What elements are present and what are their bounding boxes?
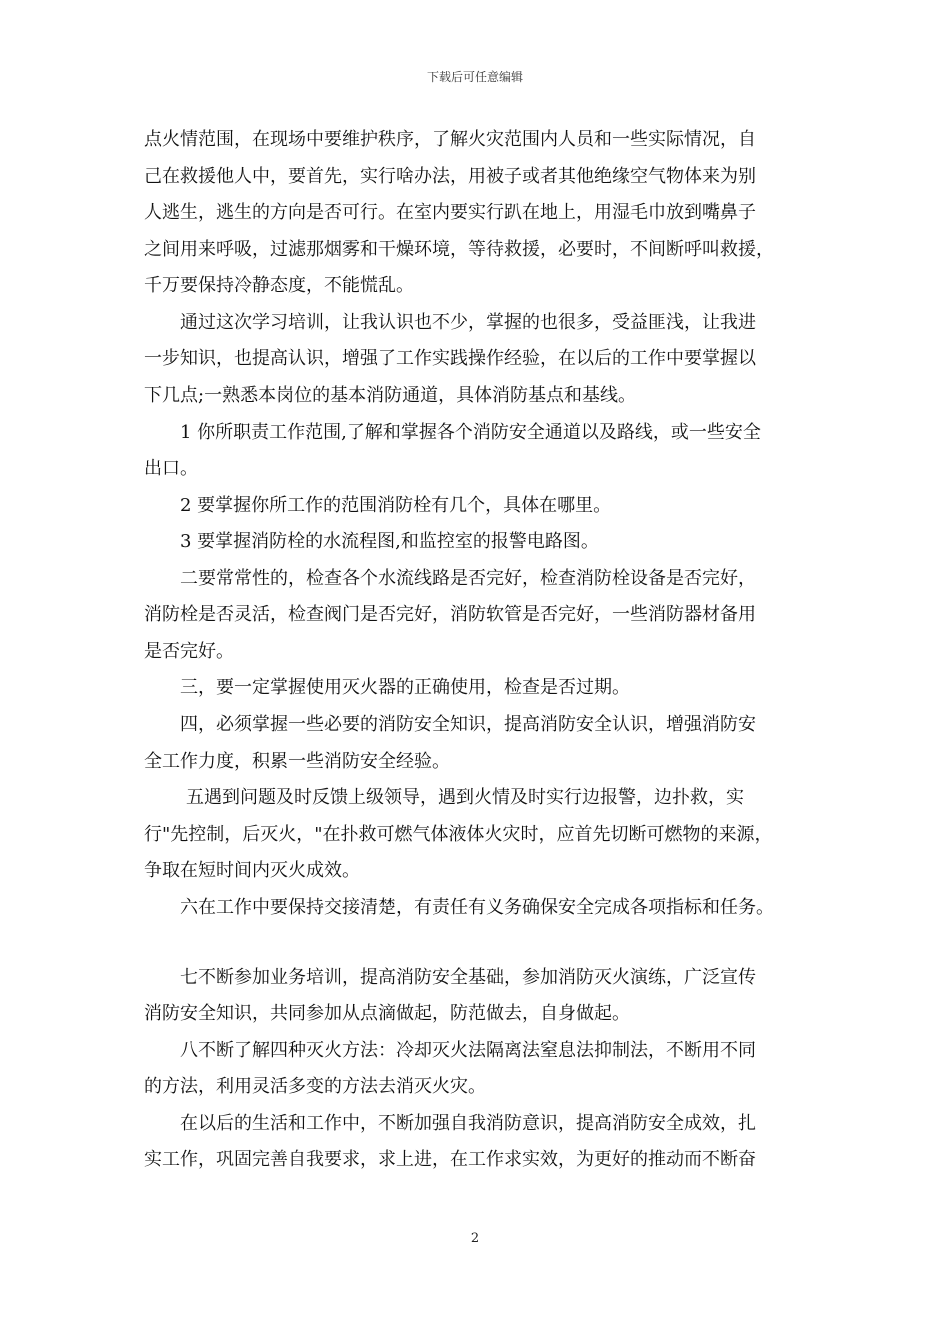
text-line: 下几点;一熟悉本岗位的基本消防通道，具体消防基点和基线。	[144, 385, 637, 406]
text-line: 行"先控制，后灭火，"在扑救可燃气体液体火灾时，应首先切断可燃物的来源，	[144, 824, 773, 845]
text-line: 二要常常性的，检查各个水流线路是否完好，检查消防栓设备是否完好，	[180, 568, 756, 589]
text-line: 五遇到问题及时反馈上级领导，遇到火情及时实行边报警，边扑救，实	[186, 787, 744, 808]
text-line: 争取在短时间内灭火成效。	[144, 860, 360, 881]
text-line: 四，必须掌握一些必要的消防安全知识，提高消防安全认识，增强消防安	[180, 714, 756, 735]
text-line: 实工作，巩固完善自我要求，求上进，在工作求实效，为更好的推动而不断奋	[144, 1149, 756, 1170]
text-line: 七不断参加业务培训，提高消防安全基础，参加消防灭火演练，广泛宣传	[180, 967, 756, 988]
text-line: 是否完好。	[144, 641, 234, 662]
text-line: 八不断了解四种灭火方法：冷却灭火法隔离法窒息法抑制法，不断用不同	[180, 1040, 756, 1061]
text-line: 2 要掌握你所工作的范围消防栓有几个，具体在哪里。	[180, 495, 612, 516]
text-line: 三，要一定掌握使用灭火器的正确使用，检查是否过期。	[180, 677, 630, 698]
text-line: 3 要掌握消防栓的水流程图,和监控室的报警电路图。	[180, 531, 599, 552]
text-line: 全工作力度，积累一些消防安全经验。	[144, 751, 450, 772]
text-line: 在以后的生活和工作中，不断加强自我消防意识，提高消防安全成效，扎	[180, 1113, 756, 1134]
page-header: 下载后可任意编辑	[426, 70, 523, 84]
text-line: 千万要保持冷静态度，不能慌乱。	[144, 275, 414, 296]
text-line: 己在救援他人中，要首先，实行啥办法，用被子或者其他绝缘空气物体来为别	[144, 166, 756, 187]
page-number: 2	[470, 1231, 480, 1246]
text-line: 之间用来呼吸，过滤那烟雾和干燥环境，等待救援，必要时，不间断呼叫救援，	[144, 239, 774, 260]
text-line: 通过这次学习培训，让我认识也不少，掌握的也很多，受益匪浅，让我进	[180, 312, 756, 333]
text-line: 出口。	[144, 458, 198, 479]
text-line: 人逃生，逃生的方向是否可行。在室内要实行趴在地上，用湿毛巾放到嘴鼻子	[144, 202, 756, 223]
text-line: 消防安全知识，共同参加从点滴做起，防范做去，自身做起。	[144, 1003, 630, 1024]
text-line: 一步知识，也提高认识，增强了工作实践操作经验，在以后的工作中要掌握以	[144, 348, 756, 369]
text-line: 消防栓是否灵活，检查阀门是否完好，消防软管是否完好，一些消防器材备用	[144, 604, 756, 625]
text-line: 1 你所职责工作范围,了解和掌握各个消防安全通道以及路线，或一些安全	[180, 422, 761, 443]
text-line: 六在工作中要保持交接清楚，有责任有义务确保安全完成各项指标和任务。	[180, 897, 774, 918]
text-line: 点火情范围，在现场中要维护秩序，了解火灾范围内人员和一些实际情况，自	[144, 129, 756, 150]
text-line: 的方法，利用灵活多变的方法去消灭火灾。	[144, 1076, 486, 1097]
